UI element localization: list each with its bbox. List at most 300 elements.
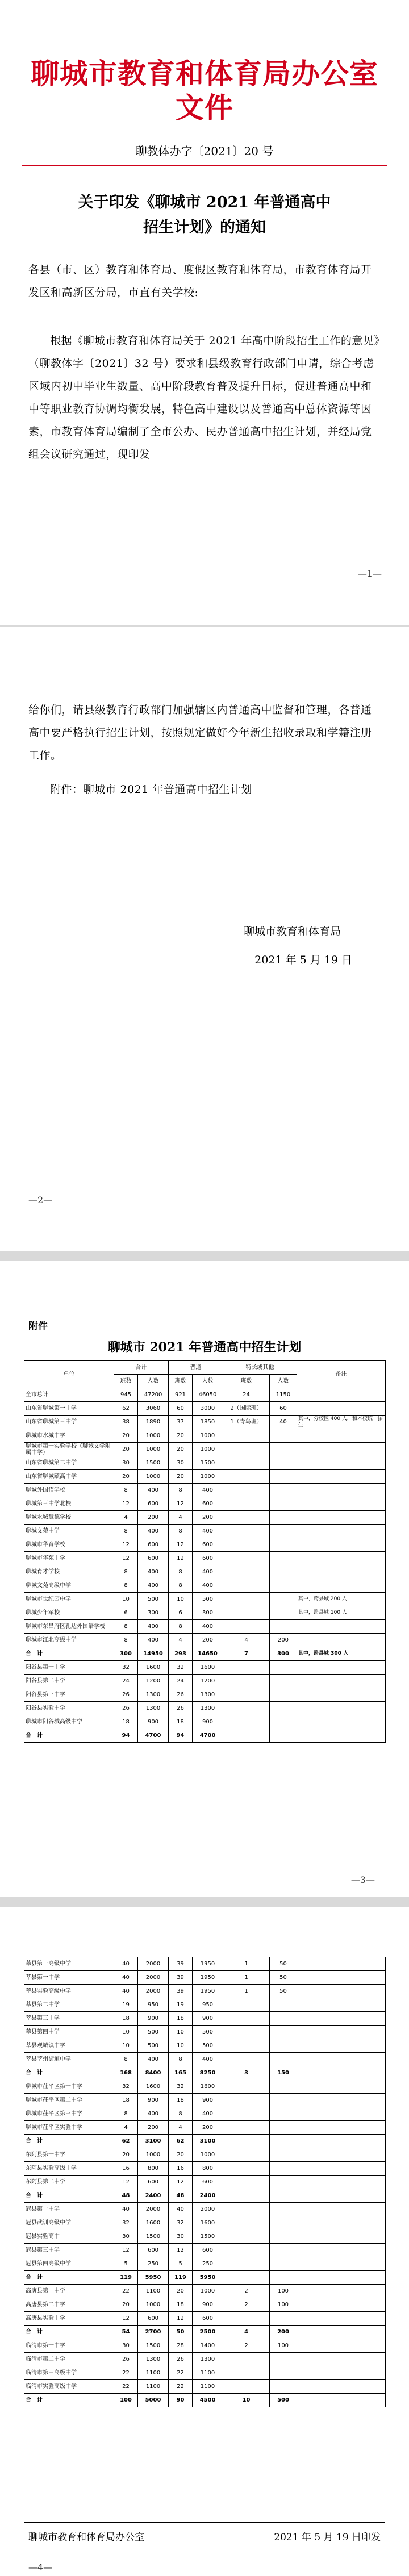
cell-total-classes: 12 <box>114 2244 138 2257</box>
cell-remark <box>297 1634 386 1647</box>
table-row <box>24 2148 386 2162</box>
cell-unit: 莘县莘州街道中学 <box>24 2053 114 2066</box>
cell-normal-classes: 12 <box>169 1538 193 1552</box>
cell-special-classes <box>223 1702 270 1715</box>
cell-special-people: 100 <box>270 2298 297 2312</box>
cell-normal-classes: 32 <box>169 1661 193 1675</box>
cell-unit: 聊城市江北高级中学 <box>24 1634 114 1647</box>
cell-normal-classes: 24 <box>169 1675 193 1688</box>
cell-total-people: 2700 <box>138 2326 169 2339</box>
cell-normal-classes: 5 <box>169 2257 193 2271</box>
table-subtotal-row <box>24 2066 386 2080</box>
cell-unit: 聊城市茌平区实验中学 <box>24 2121 114 2135</box>
cell-normal-classes: 6 <box>169 1606 193 1620</box>
cell-total-people: 1100 <box>138 2366 169 2380</box>
table-row <box>24 1538 386 1552</box>
cell-total-classes: 100 <box>114 2394 138 2407</box>
cell-normal-people: 250 <box>193 2257 223 2271</box>
cell-special-people: 300 <box>270 1647 297 1661</box>
cell-total-classes: 30 <box>114 2230 138 2244</box>
cell-total-classes: 48 <box>114 2189 138 2203</box>
cell-total-classes: 4 <box>114 1511 138 1525</box>
cell-special-classes <box>223 2107 270 2121</box>
attachment-reference: 附件：聊城市 2021 年普通高中招生计划 <box>50 783 252 796</box>
document-header-title: 聊城市教育和体育局办公室文件 <box>31 57 378 124</box>
cell-total-people: 8400 <box>138 2066 169 2080</box>
cell-total-people: 250 <box>138 2257 169 2271</box>
cell-total-people: 1600 <box>138 1661 169 1675</box>
cell-remark <box>297 1402 386 1416</box>
cell-total-people: 1600 <box>138 2080 169 2094</box>
cell-normal-classes: 165 <box>169 2066 193 2080</box>
page-number: —1— <box>357 568 382 579</box>
cell-normal-people: 500 <box>193 2026 223 2039</box>
cell-normal-classes: 18 <box>169 2298 193 2312</box>
cell-unit: 莘县第一高级中学 <box>24 1957 114 1971</box>
table-row <box>24 1688 386 1702</box>
table-row <box>24 1525 386 1538</box>
cell-remark <box>297 2271 386 2285</box>
cell-total-people: 300 <box>138 1606 169 1620</box>
notice-title-line-2: 招生计划》的通知 <box>143 219 266 236</box>
cell-total-classes: 8 <box>114 2107 138 2121</box>
cell-special-people <box>270 1470 297 1484</box>
cell-special-people <box>270 2353 297 2366</box>
cell-total-classes: 8 <box>114 1565 138 1579</box>
cell-special-classes <box>223 1470 270 1484</box>
cell-total-people: 500 <box>138 1593 169 1606</box>
cell-unit: 阳谷县第三中学 <box>24 1688 114 1702</box>
cell-remark <box>297 1470 386 1484</box>
cell-normal-people: 400 <box>193 1579 223 1593</box>
table-row <box>24 2107 386 2121</box>
cell-total-people: 400 <box>138 2107 169 2121</box>
cell-unit: 山东省聊城颐高中学 <box>24 1470 114 1484</box>
table-row <box>24 1661 386 1675</box>
header-remark: 备注 <box>297 1361 386 1388</box>
cell-total-classes: 24 <box>114 1675 138 1688</box>
cell-special-people: 40 <box>270 1416 297 1429</box>
cell-total-classes: 20 <box>114 1429 138 1443</box>
red-separator-line <box>22 165 387 166</box>
cell-total-people: 400 <box>138 1579 169 1593</box>
notice-title-line-1: 关于印发《聊城市 2021 年普通高中 <box>78 194 331 211</box>
footer-top-rule <box>24 2522 385 2523</box>
cell-special-people <box>270 1565 297 1579</box>
cell-special-classes <box>223 2053 270 2066</box>
cell-normal-classes: 62 <box>169 2135 193 2148</box>
footer-print-date: 2021 年 5 月 19 日印发 <box>274 2532 381 2543</box>
cell-unit: 聊城水城慧德学校 <box>24 1511 114 1525</box>
table-row <box>24 2026 386 2039</box>
cell-total-people: 3100 <box>138 2135 169 2148</box>
cell-normal-people: 1950 <box>193 1985 223 1998</box>
cell-remark <box>297 2216 386 2230</box>
table-row <box>24 1579 386 1593</box>
cell-special-classes: 1 <box>223 1971 270 1985</box>
cell-special-people <box>270 1729 297 1743</box>
cell-special-classes <box>223 1511 270 1525</box>
cell-total-people: 1500 <box>138 2339 169 2353</box>
cell-total-classes: 10 <box>114 2026 138 2039</box>
cell-total-people: 2000 <box>138 1971 169 1985</box>
cell-special-classes <box>223 1688 270 1702</box>
cell-normal-people: 1950 <box>193 1971 223 1985</box>
cell-remark <box>297 1729 386 1743</box>
cell-unit: 冠县第三中学 <box>24 2244 114 2257</box>
cell-normal-people: 1850 <box>193 1416 223 1429</box>
cell-normal-people: 600 <box>193 2312 223 2326</box>
cell-special-classes: 24 <box>223 1388 270 1402</box>
table-row <box>24 2257 386 2271</box>
cell-total-people: 500 <box>138 2039 169 2053</box>
cell-normal-classes: 8 <box>169 1579 193 1593</box>
cell-remark <box>297 1429 386 1443</box>
cell-normal-people: 1000 <box>193 2285 223 2298</box>
header-people: 人数 <box>270 1375 297 1388</box>
cell-total-people: 600 <box>138 2176 169 2189</box>
cell-total-classes: 32 <box>114 1661 138 1675</box>
table-row <box>24 2380 386 2394</box>
cell-normal-classes: 119 <box>169 2271 193 2285</box>
cell-unit: 合 计 <box>24 2189 114 2203</box>
cell-special-classes: 7 <box>223 1647 270 1661</box>
table-row <box>24 1998 386 2012</box>
cell-unit: 聊城市茌平区第三中学 <box>24 2107 114 2121</box>
cell-normal-people: 1500 <box>193 2230 223 2244</box>
cell-total-classes: 26 <box>114 1688 138 1702</box>
cell-unit: 莘县第三中学 <box>24 2012 114 2026</box>
table-subtotal-row <box>24 1729 386 1743</box>
cell-remark <box>297 2312 386 2326</box>
cell-normal-people: 1300 <box>193 2353 223 2366</box>
cell-special-classes <box>223 1565 270 1579</box>
cell-total-classes: 22 <box>114 2380 138 2394</box>
page-number: —3— <box>350 1874 375 1885</box>
cell-normal-people: 1100 <box>193 2380 223 2394</box>
cell-special-people <box>270 1443 297 1456</box>
cell-total-people: 400 <box>138 1525 169 1538</box>
cell-special-classes <box>223 2026 270 2039</box>
cell-remark <box>297 1565 386 1579</box>
cell-unit: 冠县第一中学 <box>24 2203 114 2216</box>
cell-special-people <box>270 2012 297 2026</box>
cell-special-people <box>270 2189 297 2203</box>
table-row <box>24 1715 386 1729</box>
cell-special-people: 150 <box>270 2066 297 2080</box>
cell-normal-people: 1600 <box>193 2216 223 2230</box>
cell-total-people: 1000 <box>138 1443 169 1456</box>
cell-unit: 合 计 <box>24 2394 114 2407</box>
cell-remark <box>297 2176 386 2189</box>
cell-total-classes: 12 <box>114 2312 138 2326</box>
table-subtotal-row <box>24 2189 386 2203</box>
cell-special-classes <box>223 1661 270 1675</box>
table-subtotal-row <box>24 2394 386 2407</box>
cell-special-people <box>270 1606 297 1620</box>
cell-unit: 聊城市华苑中学 <box>24 1552 114 1565</box>
cell-normal-classes: 12 <box>169 1552 193 1565</box>
header-normal: 普通 <box>169 1361 223 1375</box>
cell-unit: 东阿县实验高级中学 <box>24 2162 114 2176</box>
cell-special-classes <box>223 2380 270 2394</box>
cell-special-people: 500 <box>270 2394 297 2407</box>
cell-normal-people: 300 <box>193 1606 223 1620</box>
cell-special-classes: 4 <box>223 2326 270 2339</box>
cell-normal-classes: 48 <box>169 2189 193 2203</box>
header-classes: 班数 <box>169 1375 193 1388</box>
table-row <box>24 2339 386 2353</box>
cell-normal-classes: 12 <box>169 2244 193 2257</box>
cell-special-people <box>270 1998 297 2012</box>
cell-special-classes: 2 <box>223 2298 270 2312</box>
cell-special-classes <box>223 2271 270 2285</box>
cell-total-people: 2000 <box>138 1957 169 1971</box>
cell-special-classes: 2（国际班） <box>223 1402 270 1416</box>
cell-total-people: 1200 <box>138 1675 169 1688</box>
cell-special-people <box>270 2162 297 2176</box>
cell-normal-people: 1300 <box>193 1702 223 1715</box>
cell-total-people: 1000 <box>138 2298 169 2312</box>
cell-total-people: 2000 <box>138 1985 169 1998</box>
cell-total-people: 1300 <box>138 1702 169 1715</box>
table-row <box>24 1985 386 1998</box>
cell-unit: 莘县实验高级中学 <box>24 1985 114 1998</box>
table-row <box>24 2298 386 2312</box>
cell-total-classes: 30 <box>114 2339 138 2353</box>
table-subtotal-row <box>24 2135 386 2148</box>
cell-total-people: 1300 <box>138 1688 169 1702</box>
cell-normal-classes: 20 <box>169 2285 193 2298</box>
cell-remark <box>297 1971 386 1985</box>
cell-total-classes: 945 <box>114 1388 138 1402</box>
addressee: 各县（市、区）教育和体育局、度假区教育和体育局，市教育体育局开发区和高新区分局，市直有关学校: <box>28 264 372 299</box>
table-row <box>24 2176 386 2189</box>
cell-special-classes <box>223 2121 270 2135</box>
cell-unit: 聊城少年军校 <box>24 1606 114 1620</box>
cell-remark: 其中，跨县域 300 人 <box>297 1647 386 1661</box>
cell-normal-classes: 8 <box>169 1620 193 1634</box>
cell-total-classes: 20 <box>114 2298 138 2312</box>
cell-remark <box>297 2135 386 2148</box>
cell-unit: 聊城市茌平区第二中学 <box>24 2094 114 2107</box>
cell-normal-people: 400 <box>193 2107 223 2121</box>
cell-normal-people: 400 <box>193 2053 223 2066</box>
cell-total-people: 1000 <box>138 2148 169 2162</box>
cell-unit: 阳谷县实验中学 <box>24 1702 114 1715</box>
cell-special-people <box>270 2366 297 2380</box>
cell-total-classes: 62 <box>114 1402 138 1416</box>
cell-unit: 山东省聊城第三中学 <box>24 1416 114 1429</box>
cell-total-people: 47200 <box>138 1388 169 1402</box>
cell-special-people: 200 <box>270 2326 297 2339</box>
cell-normal-people: 1000 <box>193 1470 223 1484</box>
table-row <box>24 2216 386 2230</box>
cell-normal-classes: 8 <box>169 2107 193 2121</box>
page-1 <box>0 0 409 625</box>
cell-special-classes <box>223 1497 270 1511</box>
cell-normal-classes: 39 <box>169 1985 193 1998</box>
table-row <box>24 1429 386 1443</box>
cell-remark <box>297 2066 386 2080</box>
cell-normal-people: 1000 <box>193 2148 223 2162</box>
attachment-label: 附件 <box>28 1321 48 1332</box>
header-total: 合计 <box>114 1361 169 1375</box>
cell-special-people <box>270 2216 297 2230</box>
cell-total-people: 2400 <box>138 2189 169 2203</box>
cell-special-classes: 1 <box>223 1957 270 1971</box>
footer-office: 聊城市教育和体育局办公室 <box>28 2532 144 2543</box>
cell-normal-people: 2400 <box>193 2189 223 2203</box>
cell-normal-classes: 8 <box>169 2053 193 2066</box>
cell-unit: 全市总计 <box>24 1388 114 1402</box>
cell-remark <box>297 2326 386 2339</box>
cell-total-classes: 32 <box>114 2216 138 2230</box>
cell-total-people: 600 <box>138 2312 169 2326</box>
cell-special-people <box>270 1429 297 1443</box>
cell-total-people: 200 <box>138 1511 169 1525</box>
cell-normal-people: 950 <box>193 1998 223 2012</box>
header-classes: 班数 <box>114 1375 138 1388</box>
cell-remark <box>297 1484 386 1497</box>
cell-normal-classes: 26 <box>169 2353 193 2366</box>
cell-special-people <box>270 1497 297 1511</box>
cell-total-classes: 22 <box>114 2366 138 2380</box>
cell-special-classes <box>223 1593 270 1606</box>
cell-special-people <box>270 1715 297 1729</box>
cell-special-people <box>270 1552 297 1565</box>
cell-total-people: 950 <box>138 1998 169 2012</box>
cell-special-classes <box>223 1715 270 1729</box>
cell-special-people: 200 <box>270 1634 297 1647</box>
cell-special-classes <box>223 2080 270 2094</box>
cell-normal-classes: 22 <box>169 2380 193 2394</box>
cell-total-classes: 16 <box>114 2162 138 2176</box>
cell-remark <box>297 1688 386 1702</box>
cell-normal-classes: 293 <box>169 1647 193 1661</box>
cell-special-classes: 1（青岛班） <box>223 1416 270 1429</box>
cell-remark <box>297 1456 386 1470</box>
cell-total-people: 1600 <box>138 2216 169 2230</box>
cell-total-classes: 19 <box>114 1998 138 2012</box>
cell-total-people: 900 <box>138 2012 169 2026</box>
cell-special-people <box>270 1702 297 1715</box>
cell-total-people: 1300 <box>138 2353 169 2366</box>
cell-normal-people: 8250 <box>193 2066 223 2080</box>
table-row <box>24 1497 386 1511</box>
document-number: 聊教体办字〔2021〕20 号 <box>135 144 274 158</box>
cell-total-classes: 12 <box>114 1497 138 1511</box>
cell-total-classes: 8 <box>114 1634 138 1647</box>
cell-normal-people: 200 <box>193 2121 223 2135</box>
cell-unit: 莘县第一中学 <box>24 1971 114 1985</box>
cell-special-people <box>270 1593 297 1606</box>
cell-unit: 聊城市华育学校 <box>24 1538 114 1552</box>
cell-normal-people: 600 <box>193 1497 223 1511</box>
cell-normal-people: 1600 <box>193 1661 223 1675</box>
header-special: 特长或其他 <box>223 1361 297 1375</box>
table-row <box>24 1388 386 1402</box>
cell-total-classes: 5 <box>114 2257 138 2271</box>
cell-unit: 聊城市第一实验学校（聊城文学附属中学） <box>24 1443 114 1456</box>
cell-remark <box>297 2107 386 2121</box>
cell-total-people: 3060 <box>138 1402 169 1416</box>
cell-special-classes <box>223 1675 270 1688</box>
cell-special-people <box>270 1525 297 1538</box>
cell-normal-classes: 39 <box>169 1957 193 1971</box>
cell-remark <box>297 1511 386 1525</box>
cell-normal-classes: 26 <box>169 1688 193 1702</box>
cell-remark <box>297 1388 386 1402</box>
cell-total-classes: 40 <box>114 1957 138 1971</box>
cell-special-people <box>270 1661 297 1675</box>
cell-total-classes: 168 <box>114 2066 138 2080</box>
cell-total-classes: 20 <box>114 1470 138 1484</box>
cell-remark <box>297 1525 386 1538</box>
cell-normal-people: 1300 <box>193 1688 223 1702</box>
cell-normal-people: 46050 <box>193 1388 223 1402</box>
notice-paragraph-1: 根据《聊城市教育和体育局关于 2021 年高中阶段招生工作的意见》（聊教体字〔2021〕32 号）要求和县级教育行政部门申请，综合考虑区域内初中毕业生数量、高中阶段教育普及提升目标，促进普通高中和中等职业教育协调均衡发展，特色高中建设以及普通高中总体资源等因素，市教育体育局编制了全市公办、民办普通高中招生计划，并经局党组会议研究通过，现印发 <box>28 335 380 461</box>
cell-special-classes <box>223 2094 270 2107</box>
cell-special-people: 100 <box>270 2339 297 2353</box>
table-title: 聊城市 2021 年普通高中招生计划 <box>107 1340 302 1355</box>
table-row <box>24 1416 386 1429</box>
cell-special-classes: 2 <box>223 2339 270 2353</box>
cell-total-classes: 12 <box>114 1552 138 1565</box>
cell-special-classes <box>223 1552 270 1565</box>
cell-unit: 阳谷县第一中学 <box>24 1661 114 1675</box>
cell-special-classes: 2 <box>223 2285 270 2298</box>
cell-special-classes <box>223 2230 270 2244</box>
cell-normal-people: 500 <box>193 1593 223 1606</box>
cell-unit: 聊城育才学校 <box>24 1565 114 1579</box>
cell-total-classes: 8 <box>114 1484 138 1497</box>
cell-remark <box>297 1661 386 1675</box>
cell-unit: 高唐县第一中学 <box>24 2285 114 2298</box>
cell-special-people: 60 <box>270 1402 297 1416</box>
table-row <box>24 1606 386 1620</box>
page-number: —2— <box>28 1195 53 1205</box>
cell-unit: 聊城第三中学北校 <box>24 1497 114 1511</box>
table-row <box>24 2094 386 2107</box>
cell-unit: 山东省聊城第二中学 <box>24 1456 114 1470</box>
cell-unit: 聊城文苑高级中学 <box>24 1579 114 1593</box>
cell-special-classes <box>223 1429 270 1443</box>
table-row <box>24 2162 386 2176</box>
table-row <box>24 2080 386 2094</box>
cell-total-people: 2000 <box>138 2203 169 2216</box>
cell-special-classes <box>223 1443 270 1456</box>
cell-total-classes: 40 <box>114 1985 138 1998</box>
table-row <box>24 1593 386 1606</box>
cell-normal-classes: 39 <box>169 1971 193 1985</box>
cell-normal-people: 1000 <box>193 1443 223 1456</box>
cell-total-people: 1100 <box>138 2380 169 2394</box>
cell-remark <box>297 1620 386 1634</box>
cell-total-classes: 20 <box>114 1443 138 1456</box>
cell-normal-people: 1400 <box>193 2339 223 2353</box>
cell-remark <box>297 2189 386 2203</box>
cell-special-classes <box>223 1606 270 1620</box>
cell-total-people: 600 <box>138 1552 169 1565</box>
cell-unit: 合 计 <box>24 1729 114 1743</box>
cell-normal-people: 2500 <box>193 2326 223 2339</box>
table-row <box>24 1971 386 1985</box>
cell-special-people <box>270 1511 297 1525</box>
cell-normal-people: 200 <box>193 1511 223 1525</box>
cell-normal-people: 400 <box>193 1620 223 1634</box>
table-subtotal-row <box>24 1647 386 1661</box>
